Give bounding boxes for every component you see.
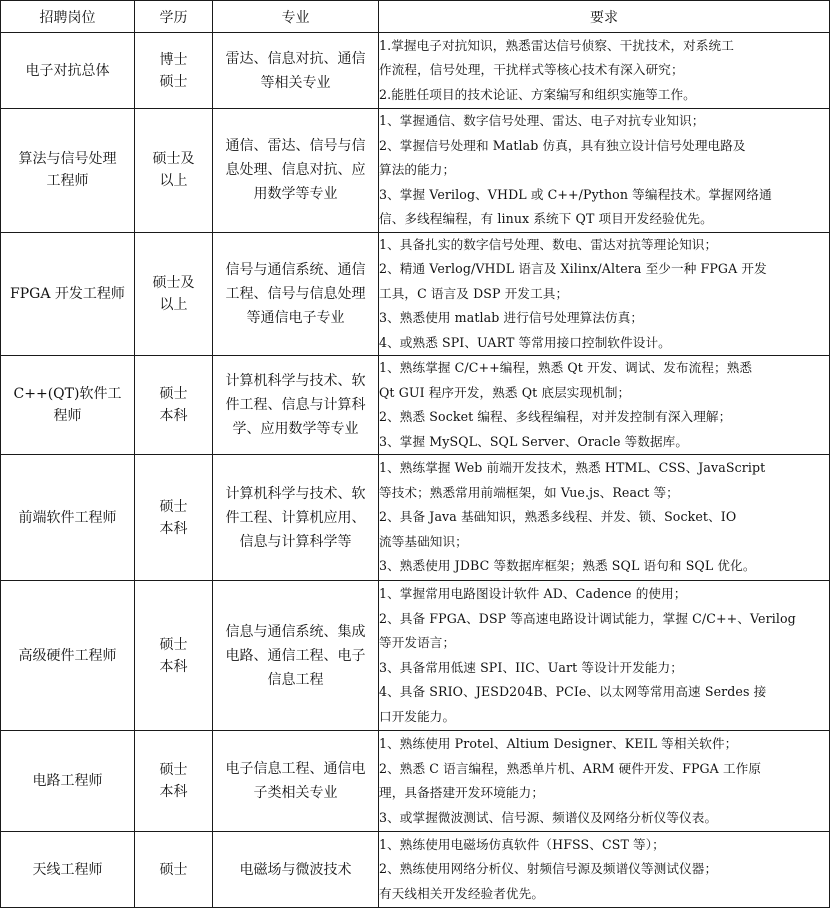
position-cell [1, 109, 135, 233]
table-row [1, 455, 830, 581]
requirement-line: 4、或熟悉 SPI、UART 等常用接口控制软件设计。 [379, 334, 671, 350]
major-line: 信息与计算科学等 [239, 533, 352, 550]
position-line: 工程师 [46, 173, 89, 190]
position-cell [1, 356, 135, 455]
major-line: 信号与通信系统、通信 [225, 261, 366, 278]
requirement-line: 工具，C 语言及 DSP 开发工具； [379, 285, 569, 301]
requirement-line: 2、熟悉 C 语言编程，熟悉单片机、ARM 硬件开发、FPGA 工作原 [379, 760, 762, 776]
major-line: 信息与通信系统、集成 [225, 623, 366, 640]
education-line: 本科 [159, 784, 188, 800]
header-position: 招聘岗位 [1, 1, 135, 33]
position-line: 程师 [53, 408, 82, 424]
requirement-line: 2、熟练使用网络分析仪、射频信号源及频谱仪等测试仪器； [379, 861, 718, 877]
requirement-line: 3、熟悉使用 JDBC 等数据库框架；熟悉 SQL 语句和 SQL 优化。 [379, 558, 756, 574]
position-cell [1, 232, 135, 356]
major-line: 计算机科学与技术、软 [225, 373, 366, 389]
education-line: 硕士 [159, 861, 188, 878]
major-line: 电路、通信工程、电子 [225, 647, 366, 664]
education-line: 硕士 [159, 636, 188, 653]
header-requirements: 要求 [379, 1, 830, 33]
requirement-line: 1、熟练掌握 C/C++编程，熟悉 Qt 开发、调试、发布流程；熟悉 [379, 360, 753, 375]
requirements-cell [379, 832, 830, 908]
position-cell [1, 581, 135, 731]
major-line: 子类相关专业 [253, 785, 338, 801]
requirements-cell [379, 731, 830, 832]
position-line: FPGA 开发工程师 [10, 285, 125, 302]
position-cell [1, 832, 135, 908]
education-cell [135, 232, 213, 356]
major-cell [213, 832, 379, 908]
table-row [1, 33, 830, 109]
table-row [1, 731, 830, 832]
requirement-line: 1.掌握电子对抗知识，熟悉雷达信号侦察、干扰技术，对系统工 [379, 37, 734, 53]
education-cell [135, 731, 213, 832]
education-line: 硕士及 [152, 151, 195, 168]
major-line: 学、应用数学等专业 [232, 421, 359, 437]
requirement-line: 作流程，信号处理，干扰样式等核心技术有深入研究； [379, 62, 684, 78]
requirements-cell [379, 232, 830, 356]
requirement-line: 信、多线程编程，有 linux 系统下 QT 项目开发经验优先。 [379, 211, 713, 226]
education-cell [135, 356, 213, 455]
education-line: 以上 [159, 173, 188, 190]
table-row [1, 109, 830, 233]
position-line: 天线工程师 [32, 861, 103, 878]
requirement-line: 3、熟悉使用 matlab 进行信号处理算法仿真； [379, 310, 644, 325]
major-line: 电磁场与微波技术 [239, 861, 352, 878]
requirement-line: 等开发语言； [379, 635, 456, 650]
major-line: 信息工程 [267, 671, 324, 688]
requirement-line: 1、熟练使用 Protel、Altium Designer、KEIL 等相关软件； [379, 736, 738, 751]
education-line: 硕士 [159, 762, 188, 778]
education-cell [135, 33, 213, 109]
major-line: 工程、信号与信息处理 [225, 285, 366, 302]
requirement-line: 2、掌握信号处理和 Matlab 仿真，具有独立设计信号处理电路及 [379, 137, 746, 153]
position-cell [1, 731, 135, 832]
education-line: 硕士及 [152, 274, 195, 291]
requirement-line: 2、具备 FPGA、DSP 等高速电路设计调试能力，掌握 C/C++、Verilog [379, 610, 796, 626]
education-line: 硕士 [159, 73, 188, 90]
requirement-line: Qt GUI 程序开发，熟悉 Qt 底层实现机制； [379, 384, 631, 400]
major-line: 电子信息工程、通信电 [225, 761, 366, 777]
education-line: 以上 [159, 296, 188, 313]
requirements-cell [379, 581, 830, 731]
major-cell [213, 232, 379, 356]
major-line: 息处理、信息对抗、应 [225, 162, 366, 179]
requirement-line: 1、熟练掌握 Web 前端开发技术，熟悉 HTML、CSS、JavaScript [379, 460, 766, 476]
major-line: 计算机科学与技术、软 [225, 485, 366, 502]
requirement-line: 3、具备常用低速 SPI、IIC、Uart 等设计开发能力； [379, 659, 683, 675]
major-cell [213, 109, 379, 233]
position-line: 高级硬件工程师 [18, 647, 117, 664]
education-cell [135, 109, 213, 233]
education-cell [135, 832, 213, 908]
requirements-cell [379, 356, 830, 455]
requirement-line: 口开发能力。 [379, 708, 456, 724]
table-row [1, 832, 830, 908]
major-cell [213, 731, 379, 832]
requirement-line: 1、掌握通信、数字信号处理、雷达、电子对抗专业知识； [379, 113, 705, 128]
major-line: 等相关专业 [260, 74, 331, 91]
requirement-line: 理，具备搭建开发环境能力； [379, 785, 545, 800]
header-row [1, 1, 830, 33]
major-line: 等通信电子专业 [246, 309, 345, 326]
requirement-line: 3、掌握 Verilog、VHDL 或 C++/Python 等编程技术。掌握网络通 [379, 186, 772, 202]
requirement-line: 1、掌握常用电路图设计软件 AD、Cadence 的使用； [379, 586, 687, 601]
position-cell [1, 33, 135, 109]
requirement-line: 2.能胜任项目的技术论证、方案编写和组织实施等工作。 [379, 86, 696, 102]
major-line: 通信、雷达、信号与信 [225, 138, 366, 155]
requirement-line: 2、精通 Verlog/VHDL 语言及 Xilinx/Altera 至少一种 FPGA 开发 [379, 261, 767, 276]
position-line: 电子对抗总体 [25, 62, 110, 79]
position-line: 前端软件工程师 [18, 509, 117, 526]
position-line: 算法与信号处理 [18, 151, 117, 168]
requirement-line: 有天线相关开发经验者优先。 [379, 885, 545, 901]
major-line: 件工程、信息与计算科 [225, 397, 366, 413]
education-line: 本科 [159, 520, 188, 537]
major-cell [213, 33, 379, 109]
requirement-line: 2、具备 Java 基础知识，熟悉多线程、并发、锁、Socket、IO [379, 509, 737, 525]
header-major: 专业 [213, 1, 379, 33]
requirement-line: 1、熟练使用电磁场仿真软件（HFSS、CST 等）； [379, 836, 665, 852]
requirements-cell [379, 109, 830, 233]
education-line: 硕士 [159, 386, 188, 402]
requirement-line: 等技术；熟悉常用前端框架，如 Vue.js、React 等； [379, 484, 679, 500]
major-line: 雷达、信息对抗、通信 [225, 50, 366, 67]
requirement-line: 流等基础知识； [379, 533, 468, 549]
requirement-line: 3、或掌握微波测试、信号源、频谱仪及网络分析仪等仪表。 [379, 809, 718, 825]
table-row [1, 356, 830, 455]
major-cell [213, 581, 379, 731]
table-row [1, 232, 830, 356]
position-line: 电路工程师 [32, 773, 103, 789]
requirement-line: 3、掌握 MySQL、SQL Server、Oracle 等数据库。 [379, 433, 689, 449]
requirements-cell [379, 455, 830, 581]
education-cell [135, 455, 213, 581]
requirement-line: 算法的能力； [379, 162, 456, 177]
education-cell [135, 581, 213, 731]
major-cell [213, 356, 379, 455]
requirement-line: 4、具备 SRIO、JESD204B、PCIe、以太网等常用高速 Serdes 接 [379, 684, 767, 699]
major-line: 件工程、计算机应用、 [225, 509, 366, 526]
education-line: 博士 [159, 51, 188, 68]
requirement-line: 2、熟悉 Socket 编程、多线程编程，对并发控制有深入理解； [379, 409, 732, 424]
education-line: 硕士 [159, 498, 188, 515]
education-line: 本科 [159, 408, 188, 424]
position-line: C++(QT)软件工 [13, 386, 122, 402]
table-row [1, 581, 830, 731]
education-line: 本科 [159, 658, 188, 675]
major-cell [213, 455, 379, 581]
requirements-cell [379, 33, 830, 109]
requirement-line: 1、具备扎实的数字信号处理、数电、雷达对抗等理论知识； [379, 236, 718, 252]
header-education: 学历 [135, 1, 213, 33]
major-line: 用数学等专业 [253, 186, 338, 203]
position-cell [1, 455, 135, 581]
